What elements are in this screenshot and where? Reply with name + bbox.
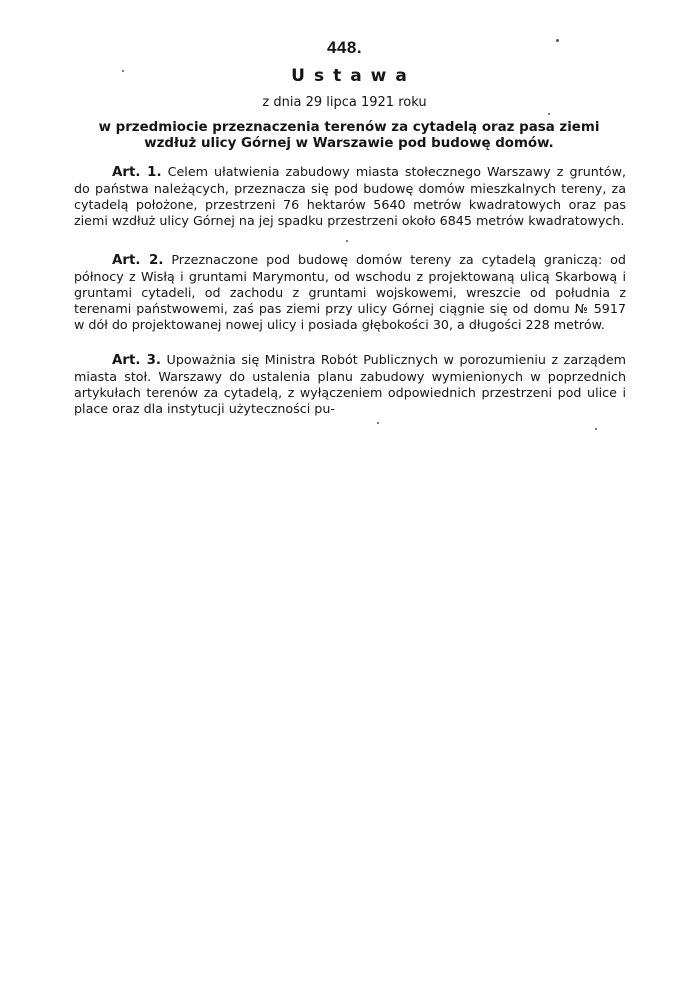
scan-speck: [595, 428, 597, 430]
scan-speck: [122, 70, 124, 72]
document-title: Ustawa: [291, 66, 416, 86]
article-3-text: Upoważnia się Ministra Robót Publicznych w porozumieniu z zarządem miasta stoł. Warszawy do ustalenia planu zabudowy wymienionych w poprzednich artykułach terenów za cytadelą, z wyłączeniem odpowiednich przestrzeni pod ulice i place oraz dla instytucji użyteczności pu-: [74, 352, 626, 416]
article-2-text: Przeznaczone pod budowę domów tereny za cytadelą graniczą: od północy z Wisłą i gruntami Marymontu, od wschodu z projektowaną ulicą Skarbową i gruntami cytadeli, od zachodu z gruntami wojskowemi, wreszcie od południa z terenami państwowemi, zaś pas ziemi przy ulicy Górnej ciągnie się od domu № 5917 w dół do projektowanej nowej ulicy i posiada głębokości 30, a długości 228 metrów.: [74, 252, 626, 332]
article-1: [74, 164, 626, 229]
date-line: z dnia 29 lipca 1921 roku: [262, 95, 427, 110]
page-number: 448.: [326, 38, 363, 57]
article-1-label: Art. 1.: [112, 165, 162, 180]
scan-speck: [377, 422, 379, 424]
article-2: [74, 252, 626, 333]
article-3: [74, 352, 626, 417]
article-1-text: Celem ułatwienia zabudowy miasta stołecznego Warszawy z gruntów, do państwa należących, przeznacza się pod budowę domów mieszkalnych tereny, za cytadelą położone, przestrzeni 76 hektarów 5640 metrów kwadratowych oraz pas ziemi wzdłuż ulicy Górnej na jej spadku przestrzeni około 6845 metrów kwadratowych.: [74, 164, 626, 228]
scan-speck: [346, 240, 348, 242]
scan-speck: [548, 113, 550, 115]
scan-speck: [556, 39, 559, 42]
subject-heading: w przedmiocie przeznaczenia terenów za cytadelą oraz pasa ziemi wzdłuż ulicy Górnej w Warszawie pod budowę domów.: [98, 120, 600, 151]
article-3-label: Art. 3.: [112, 353, 162, 368]
article-2-label: Art. 2.: [112, 253, 164, 268]
